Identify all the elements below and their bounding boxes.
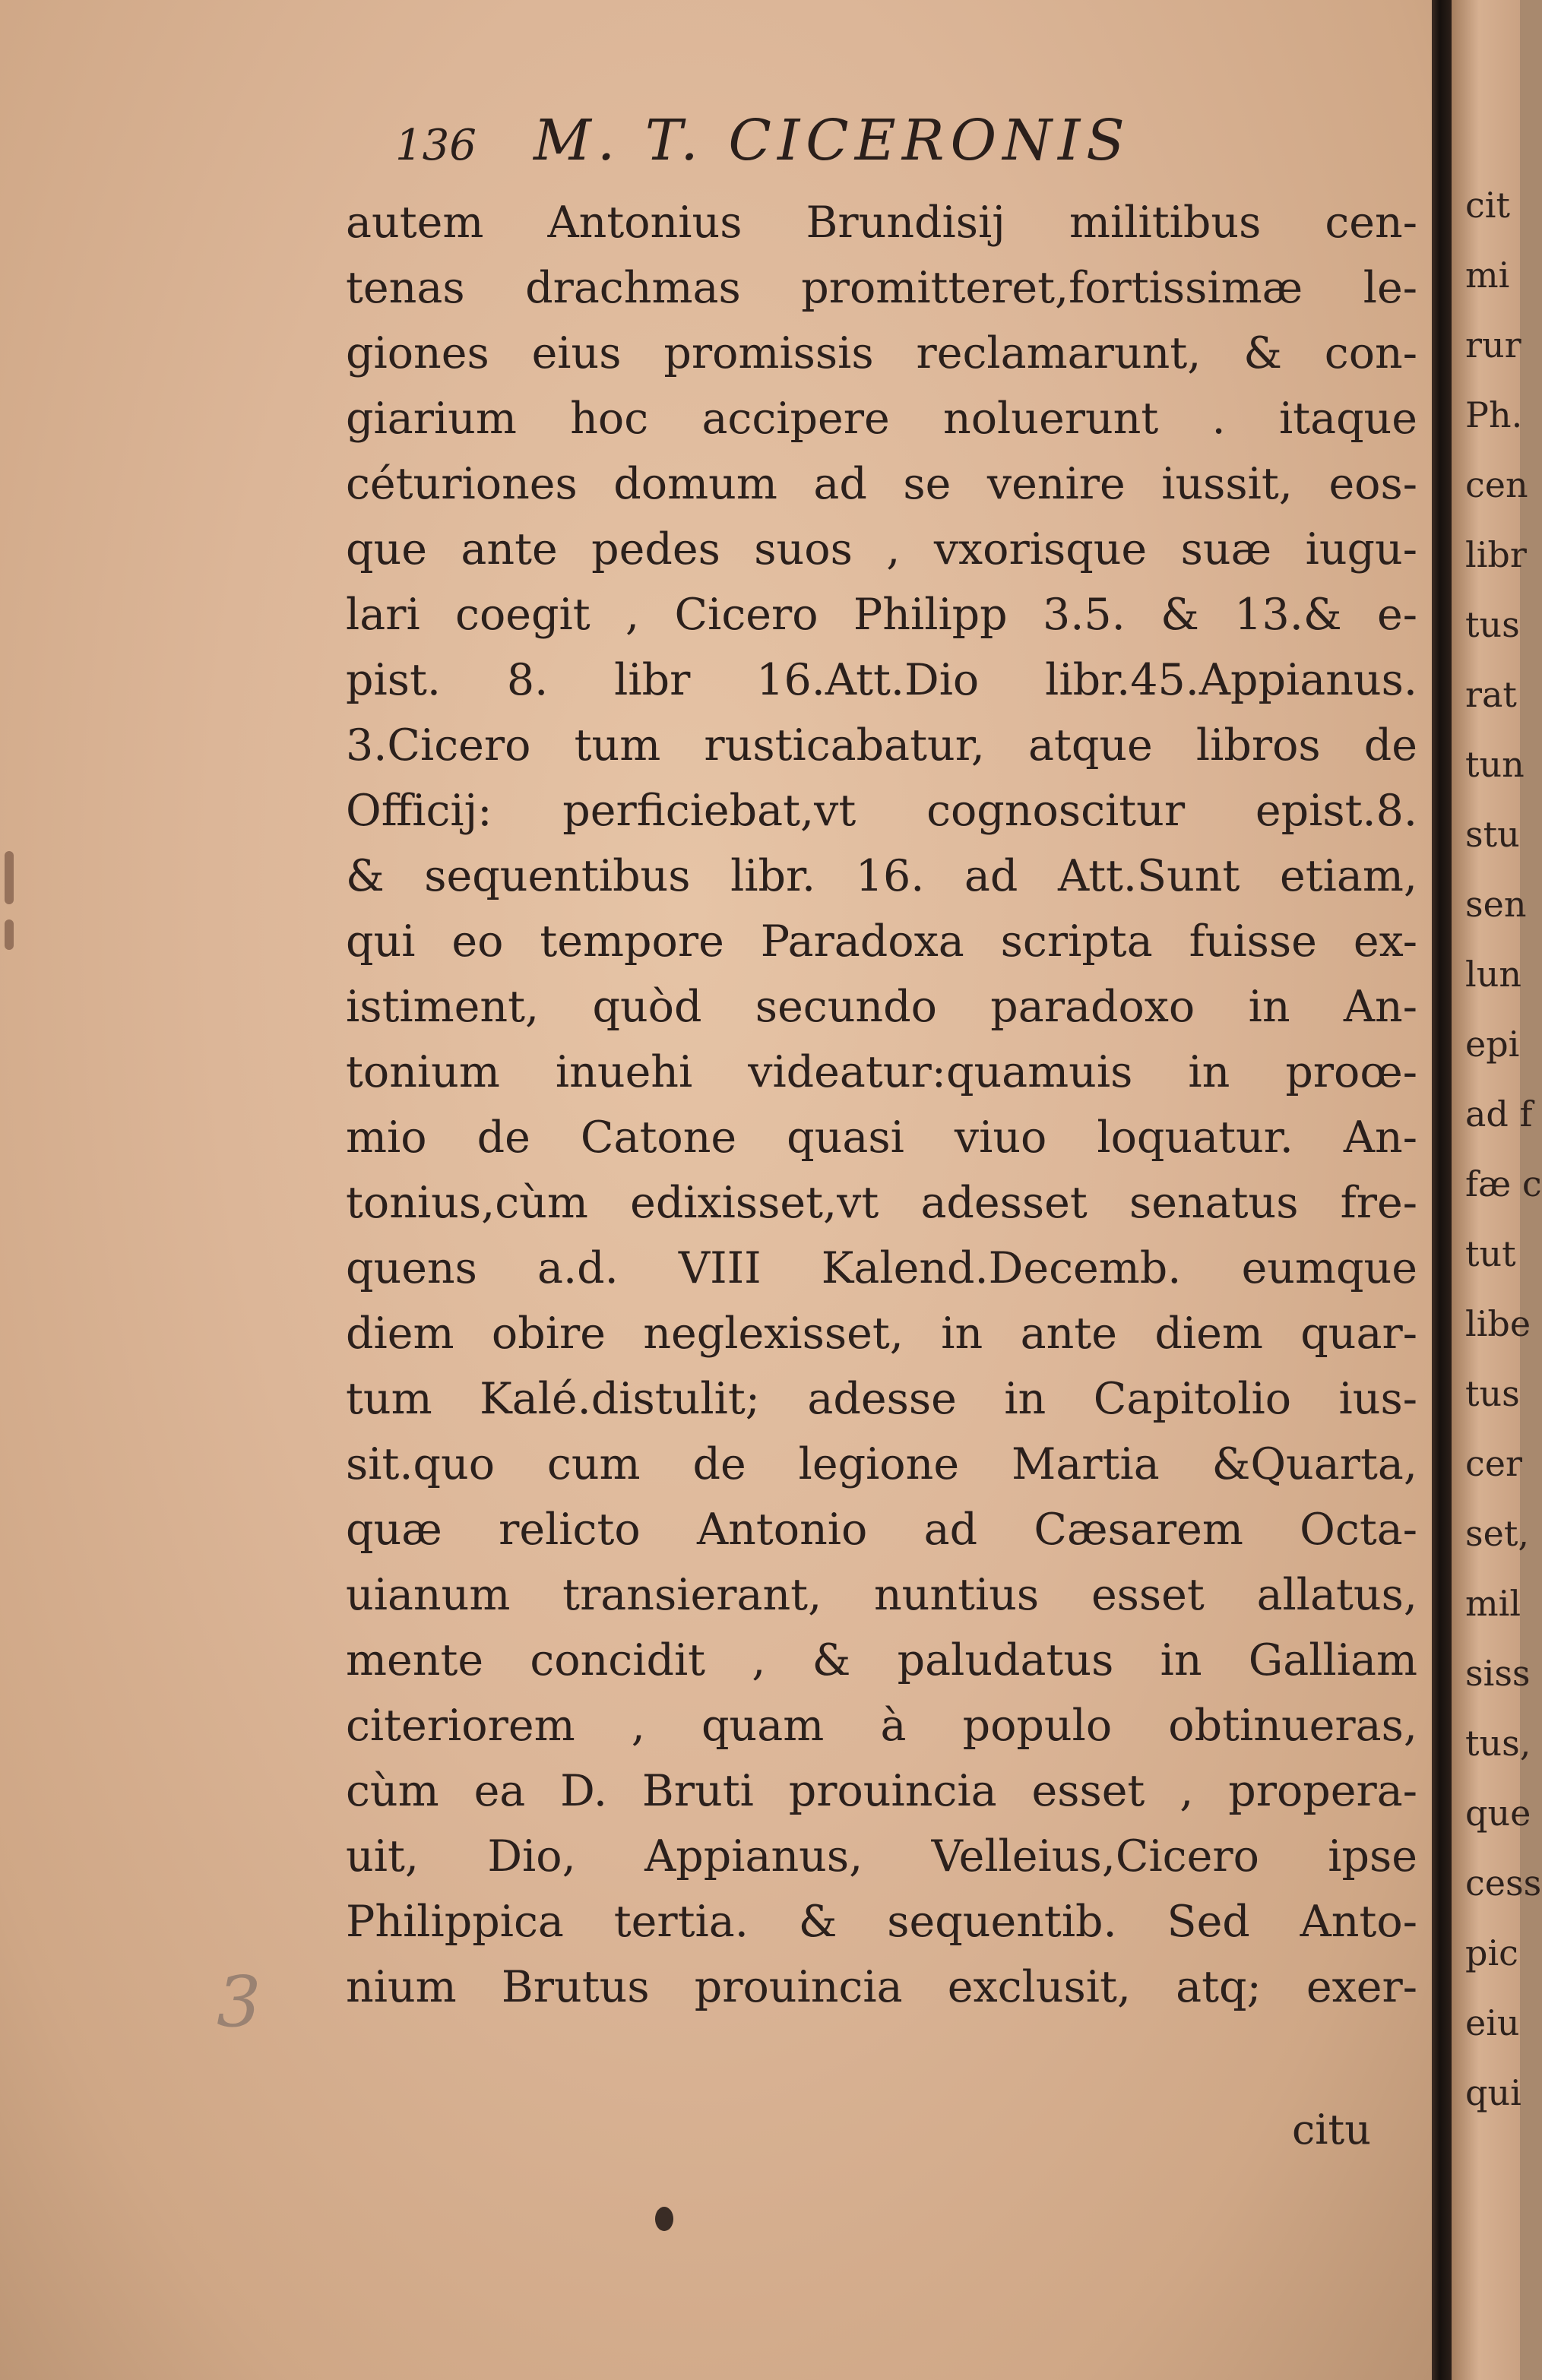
facing-page-fragment: mi	[1465, 255, 1510, 296]
facing-page-fragment: libe	[1465, 1303, 1531, 1344]
text-line: cùm ea D. Bruti prouincia esset , propera-	[346, 1766, 1417, 1816]
edge-stain	[5, 851, 14, 904]
facing-page-fragment: set,	[1465, 1513, 1529, 1554]
edge-stain	[5, 919, 14, 950]
facing-page-fragment: fæ c	[1465, 1163, 1542, 1204]
text-line: quæ relicto Antonio ad Cæsarem Octa-	[346, 1505, 1417, 1555]
book-gutter	[1432, 0, 1452, 2380]
text-line: mio de Catone quasi viuo loquatur. An-	[346, 1112, 1417, 1163]
facing-page-fragment: rat	[1465, 674, 1517, 715]
facing-page-edge	[1452, 0, 1542, 2380]
facing-page-fragment: rur	[1465, 324, 1521, 366]
text-line: tonius,cùm edixisset,vt adesset senatus fre-	[346, 1178, 1417, 1228]
facing-page-fragment: libr	[1465, 534, 1527, 575]
facing-page-fragment: stu	[1465, 814, 1520, 855]
facing-page-fragment: cen	[1465, 464, 1528, 505]
facing-page-fragment: epi	[1465, 1024, 1520, 1065]
facing-page-fragment: cess	[1465, 1863, 1542, 1904]
text-line: nium Brutus prouincia exclusit, atq; exer-	[346, 1962, 1417, 2012]
body-text	[346, 190, 1417, 2020]
text-line: tum Kalé.distulit; adesse in Capitolio ius-	[346, 1374, 1417, 1424]
text-line: Philippica tertia. & sequentib. Sed Anto-	[346, 1897, 1417, 1947]
facing-page-fragment: mil	[1465, 1583, 1521, 1624]
facing-page-fragment: cit	[1465, 185, 1510, 226]
running-title: M. T. CICERONIS	[533, 108, 1131, 173]
ink-spot	[655, 2207, 673, 2231]
facing-page-fragment: cer	[1465, 1443, 1522, 1484]
handwritten-margin-note: 3	[217, 1961, 261, 2043]
facing-page-fragment: lun	[1465, 954, 1521, 995]
facing-page-fragment: eiu	[1465, 2002, 1520, 2043]
facing-page-fragment: tus	[1465, 604, 1520, 645]
facing-page-fragment: tus	[1465, 1373, 1520, 1414]
text-line: autem Antonius Brundisij militibus cen-	[346, 198, 1417, 248]
text-line: Officij: perficiebat,vt cognoscitur epist.8.	[346, 786, 1417, 836]
text-line: mente concidit , & paludatus in Galliam	[346, 1635, 1417, 1685]
text-line: giones eius promissis reclamarunt, & con-	[346, 328, 1417, 378]
facing-page-fragment: que	[1465, 1793, 1531, 1834]
text-line: uit, Dio, Appianus, Velleius,Cicero ipse	[346, 1831, 1417, 1882]
text-line: tenas drachmas promitteret,fortissimæ le-	[346, 263, 1417, 313]
text-line: céturiones domum ad se venire iussit, eos-	[346, 459, 1417, 509]
text-line: lari coegit , Cicero Philipp 3.5. & 13.& e-	[346, 590, 1417, 640]
text-line: & sequentibus libr. 16. ad Att.Sunt etiam,	[346, 851, 1417, 901]
text-line: sit.quo cum de legione Martia &Quarta,	[346, 1439, 1417, 1489]
text-line: citeriorem , quam à populo obtinueras,	[346, 1701, 1417, 1751]
text-line: 3.Cicero tum rusticabatur, atque libros de	[346, 720, 1417, 771]
facing-page-fragment: sen	[1465, 884, 1527, 925]
text-line: pist. 8. libr 16.Att.Dio libr.45.Appianus.	[346, 655, 1417, 705]
facing-page-fragment: ad f	[1465, 1093, 1533, 1135]
facing-page-fragment: tun	[1465, 744, 1525, 785]
facing-page-fragment: pic	[1465, 1932, 1518, 1973]
facing-page-fragment: qui	[1465, 2072, 1521, 2113]
page-number: 136	[395, 121, 477, 170]
catchword: citu	[1292, 2106, 1371, 2154]
text-line: giarium hoc accipere noluerunt . itaque	[346, 394, 1417, 444]
text-line: istiment, quòd secundo paradoxo in An-	[346, 982, 1417, 1032]
facing-page-fragment: siss	[1465, 1653, 1531, 1694]
text-line: qui eo tempore Paradoxa scripta fuisse ex-	[346, 916, 1417, 967]
text-line: diem obire neglexisset, in ante diem quar-	[346, 1309, 1417, 1359]
running-head	[395, 106, 1131, 175]
text-line: tonium inuehi videatur:quamuis in proœ-	[346, 1047, 1417, 1097]
text-line: uianum transierant, nuntius esset allatus,	[346, 1570, 1417, 1620]
facing-page-fragment: Ph.	[1465, 394, 1523, 435]
text-line: que ante pedes suos , vxorisque suæ iugu-	[346, 524, 1417, 574]
text-line: quens a.d. VIII Kalend.Decemb. eumque	[346, 1243, 1417, 1293]
facing-page-fragment: tus,	[1465, 1723, 1531, 1764]
facing-page-fragment: tut	[1465, 1233, 1516, 1274]
